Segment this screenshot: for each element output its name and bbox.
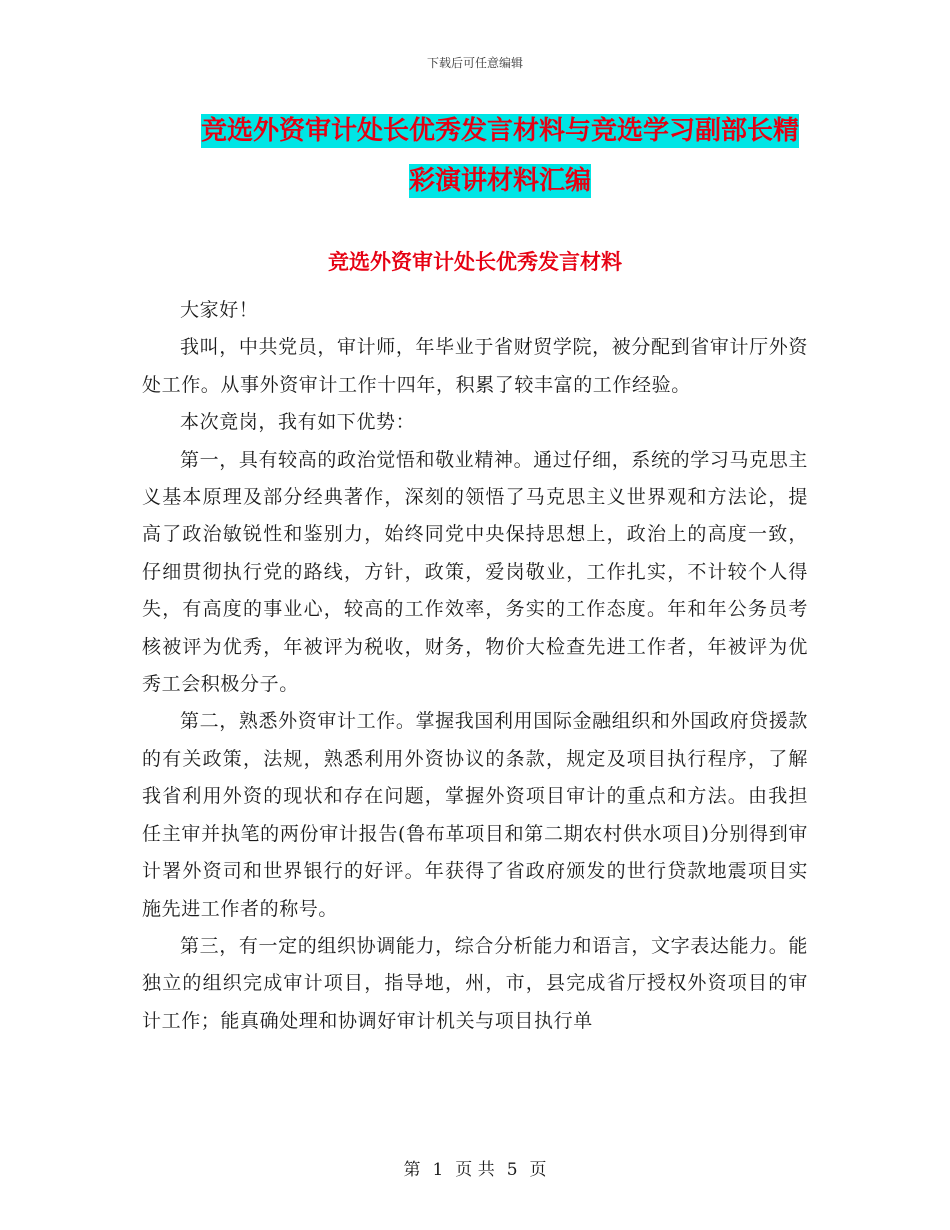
- page-prefix: 第: [403, 1160, 421, 1180]
- document-title-line-2: 彩演讲材料汇编: [408, 166, 591, 196]
- document-body: [142, 292, 808, 1040]
- page-current: 1: [432, 1160, 444, 1180]
- section-title: 竞选外资审计处长优秀发言材料: [328, 250, 622, 274]
- document-title: [170, 106, 830, 206]
- page-middle: 页 共: [455, 1160, 495, 1180]
- paragraph: 我叫，中共党员，审计师，年毕业于省财贸学院，被分配到省审计厅外资处工作。从事外资审计工作十四年，积累了较丰富的工作经验。: [142, 336, 808, 396]
- page-total: 5: [506, 1160, 518, 1180]
- page-suffix: 页: [529, 1160, 547, 1180]
- paragraph: 第二，熟悉外资审计工作。掌握我国利用国际金融组织和外国政府贷援款的有关政策，法规，熟悉利用外资协议的条款，规定及项目执行程序，了解我省利用外资的现状和存在问题，掌握外资项目审计的重点和方法。由我担任主审并执笔的两份审计报告(鲁布革项目和第二期农村供水项目)分别得到审计署外资司和世界银行的好评。年获得了省政府颁发的世行贷款地震项目实施先进工作者的称号。: [142, 710, 808, 920]
- paragraph: 第一，具有较高的政治觉悟和敬业精神。通过仔细，系统的学习马克思主义基本原理及部分经典著作，深刻的领悟了马克思主义世界观和方法论，提高了政治敏锐性和鉴别力，始终同党中央保持思想上，政治上的高度一致，仔细贯彻执行党的路线，方针，政策，爱岗敬业，工作扎实，不计较个人得失，有高度的事业心，较高的工作效率，务实的工作态度。年和年公务员考核被评为优秀，年被评为税收，财务，物价大检查先进工作者，年被评为优秀工会积极分子。: [142, 448, 808, 696]
- paragraph: 第三，有一定的组织协调能力，综合分析能力和语言，文字表达能力。能独立的组织完成审计项目，指导地，州，市，县完成省厅授权外资项目的审计工作；能真确处理和协调好审计机关与项目执行单: [142, 934, 808, 1032]
- paragraph: 本次竟岗，我有如下优势：: [180, 411, 416, 434]
- paragraph: 大家好！: [180, 299, 259, 321]
- document-title-line-1: 竞选外资审计处长优秀发言材料与竞选学习副部长精: [200, 116, 799, 146]
- header-note: 下载后可任意编辑: [426, 56, 523, 70]
- page-footer: [0, 1155, 950, 1180]
